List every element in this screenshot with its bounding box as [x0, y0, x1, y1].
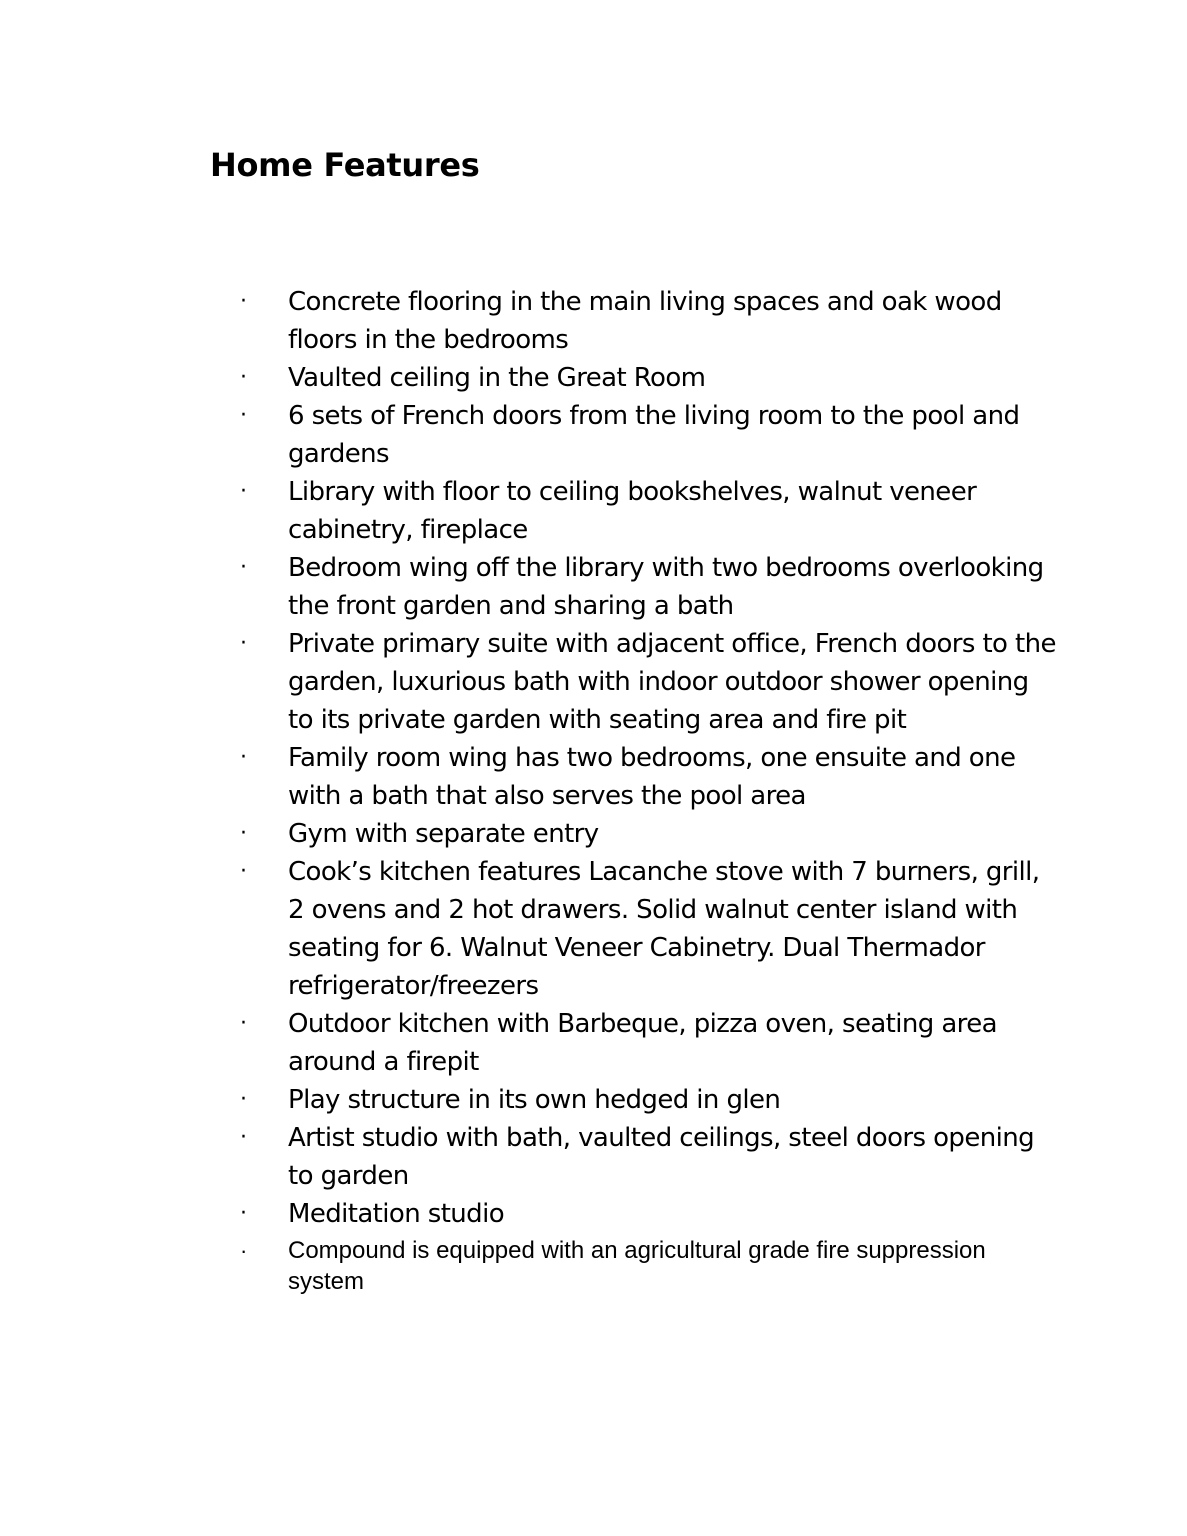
- list-item: [240, 473, 1060, 549]
- list-item-text: Concrete flooring in the main living spaces and oak wood floors in the bedrooms: [288, 287, 1002, 355]
- bullet-icon: ·: [240, 479, 247, 504]
- list-item: [240, 625, 1060, 739]
- list-item-text: Library with floor to ceiling bookshelves, walnut veneer cabinetry, fireplace: [288, 477, 977, 545]
- list-item-text: Outdoor kitchen with Barbeque, pizza oven, seating area around a firepit: [288, 1009, 997, 1077]
- list-item: [240, 739, 1060, 815]
- bullet-icon: ·: [240, 1125, 247, 1150]
- list-item: [240, 397, 1060, 473]
- list-item: [240, 1119, 1060, 1195]
- list-item: [240, 1081, 1060, 1119]
- list-item-text: Gym with separate entry: [288, 819, 599, 849]
- list-item-text: Family room wing has two bedrooms, one ensuite and one with a bath that also serves the pool area: [288, 743, 1016, 811]
- list-item-text: Private primary suite with adjacent office, French doors to the garden, luxurious bath with indoor outdoor shower opening to its private garden with seating area and fire pit: [288, 629, 1056, 735]
- list-item-text: Play structure in its own hedged in glen: [288, 1085, 781, 1115]
- list-item: [240, 853, 1060, 1005]
- bullet-icon: ·: [240, 403, 247, 428]
- bullet-icon: ·: [240, 365, 247, 390]
- list-item-text: Vaulted ceiling in the Great Room: [288, 363, 706, 393]
- bullet-icon: ·: [240, 1238, 248, 1263]
- bullet-icon: ·: [240, 289, 247, 314]
- bullet-icon: ·: [240, 859, 247, 884]
- list-item-text: Compound is equipped with an agricultural grade fire suppression system: [288, 1237, 986, 1295]
- list-item: [240, 815, 1060, 853]
- bullet-icon: ·: [240, 1087, 247, 1112]
- list-item-text: Meditation studio: [288, 1199, 505, 1229]
- list-item-text: Cook’s kitchen features Lacanche stove with 7 burners, grill, 2 ovens and 2 hot drawers. Solid walnut center island with seating for 6. Walnut Veneer Cabinetry. Dual Thermador refrigerator/freezers: [288, 857, 1040, 1001]
- list-item: [240, 1195, 1060, 1233]
- list-item: [240, 1005, 1060, 1081]
- list-item-text: Bedroom wing off the library with two bedrooms overlooking the front garden and sharing a bath: [288, 553, 1044, 621]
- list-item: [240, 283, 1060, 359]
- bullet-icon: ·: [240, 631, 247, 656]
- list-item-text: 6 sets of French doors from the living room to the pool and gardens: [288, 401, 1020, 469]
- bullet-icon: ·: [240, 821, 247, 846]
- bullet-icon: ·: [240, 1011, 247, 1036]
- list-item: [240, 549, 1060, 625]
- bullet-icon: ·: [240, 555, 247, 580]
- bullet-icon: ·: [240, 745, 247, 770]
- list-item-text: Artist studio with bath, vaulted ceilings, steel doors opening to garden: [288, 1123, 1035, 1191]
- page-title: Home Features: [210, 146, 480, 184]
- list-item: [240, 1235, 1060, 1297]
- list-item: [240, 359, 1060, 397]
- bullet-icon: ·: [240, 1201, 247, 1226]
- feature-list: [240, 283, 1060, 1297]
